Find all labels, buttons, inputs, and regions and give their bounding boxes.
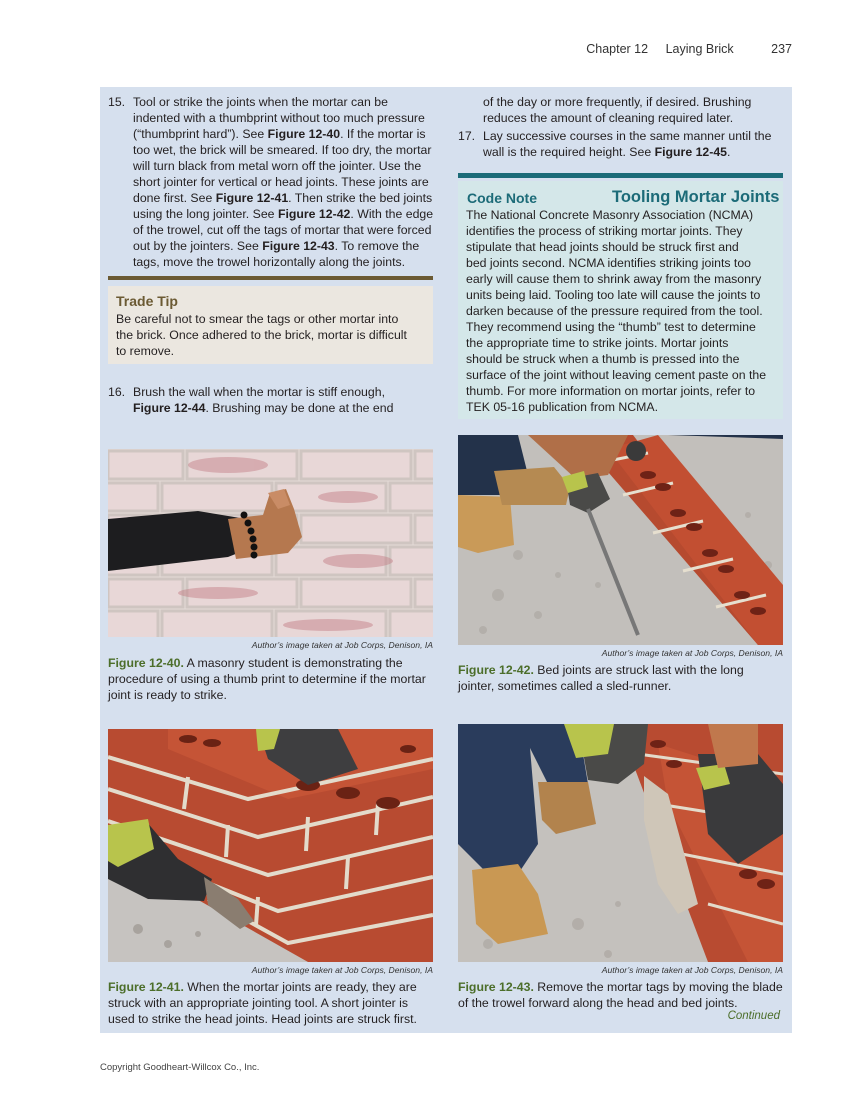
- step-16: [108, 384, 438, 418]
- trade-tip-text: [116, 311, 431, 359]
- text-line: [133, 238, 438, 254]
- text-line: TEK 05-16 publication from NCMA.: [466, 400, 659, 414]
- text-span: using the long jointer. See: [133, 207, 278, 221]
- figure-12-41-caption: [108, 979, 443, 1027]
- figure-12-42-photo: [458, 435, 783, 645]
- text-line: of the trowel, cut off the tags of mortar that were forced: [133, 223, 432, 237]
- text-line: struck with an appropriate jointing tool. A short jointer is: [108, 996, 409, 1010]
- code-note-text: [466, 207, 781, 415]
- text-line: [483, 144, 788, 160]
- trowel-removing-tags-illustration: [458, 724, 783, 962]
- text-line: the appropriate time to strike joints. Mortar joints: [466, 336, 729, 350]
- text-line: tags, move the trowel horizontally along the joints.: [133, 255, 406, 269]
- code-note-title: Tooling Mortar Joints: [612, 188, 780, 206]
- text-span: A masonry student is demonstrating the: [186, 656, 403, 670]
- figure-credit: Author’s image taken at Job Corps, Denison, IA: [251, 965, 433, 975]
- text-span: . Brushing may be done at the end: [205, 401, 394, 415]
- step-15: [108, 94, 438, 270]
- figure-12-43-photo: [458, 724, 783, 962]
- step-body: [133, 94, 438, 270]
- figure-ref: Figure 12-44: [133, 401, 206, 415]
- figure-credit: Author’s image taken at Job Corps, Denison, IA: [601, 965, 783, 975]
- trade-tip-title: Trade Tip: [116, 293, 178, 309]
- brick-wall-thumbprint-illustration: [108, 449, 433, 637]
- text-line: of the day or more frequently, if desired. Brushing: [483, 95, 752, 109]
- text-span: out by the jointers. See: [133, 239, 263, 253]
- text-line: They recommend using the “thumb” test to determine: [466, 320, 756, 334]
- figure-ref: Figure 12-40: [267, 127, 341, 141]
- code-note-rule: [458, 173, 783, 178]
- text-line: will turn black from metal worn off the jointer. Use the: [133, 159, 422, 173]
- text-span: . To remove the: [334, 239, 420, 253]
- code-note-label: Code Note: [467, 190, 537, 206]
- trade-tip-rule: [108, 276, 433, 280]
- text-span: Remove the mortar tags by moving the blade: [537, 980, 783, 994]
- text-line: [133, 190, 438, 206]
- text-line: jointer, sometimes called a sled-runner.: [458, 679, 672, 693]
- figure-ref: Figure 12-41: [215, 191, 289, 205]
- text-span: (“thumbprint hard”). See: [133, 127, 268, 141]
- text-line: surface of the joint without leaving cement paste on the: [466, 368, 767, 382]
- text-line: [108, 655, 443, 671]
- step-number: 16.: [108, 385, 126, 399]
- text-line: indented with a thumbprint without too much pressure: [133, 111, 425, 125]
- text-line: early will cause them to shrink away from the masonry: [466, 272, 762, 286]
- text-span: Bed joints are struck last with the long: [537, 663, 744, 677]
- step-body: [133, 384, 438, 416]
- text-line: [133, 206, 438, 222]
- text-line: used to strike the head joints. Head joints are struck first.: [108, 1012, 417, 1026]
- page-number: 237: [771, 42, 792, 56]
- text-line: of the trowel forward along the head and bed joints.: [458, 996, 738, 1010]
- text-line: bed joints second. NCMA identifies striking joints too: [466, 256, 752, 270]
- text-line: Lay successive courses in the same manner until the: [483, 129, 772, 143]
- copyright-notice: Copyright Goodheart-Willcox Co., Inc.: [100, 1062, 260, 1073]
- text-span: . With the edge: [350, 207, 434, 221]
- figure-ref: Figure 12-43: [262, 239, 335, 253]
- text-line: identifies the process of striking mortar joints. They: [466, 224, 743, 238]
- text-line: [458, 662, 788, 678]
- text-line: procedure of using a thumb print to determine if the mortar: [108, 672, 426, 686]
- text-line: should be struck when a thumb is pressed into the: [466, 352, 740, 366]
- figure-ref: Figure 12-42: [277, 207, 351, 221]
- text-line: Be careful not to smear the tags or other mortar into: [116, 312, 399, 326]
- code-note-box: [458, 181, 783, 419]
- figure-12-40-caption: [108, 655, 443, 703]
- figure-12-42-caption: [458, 662, 788, 694]
- figure-ref: Figure 12-45: [654, 145, 728, 159]
- chapter-title: Laying Brick: [665, 42, 734, 56]
- figure-credit: Author’s image taken at Job Corps, Denison, IA: [601, 648, 783, 658]
- text-span: . If the mortar is: [340, 127, 426, 141]
- text-span: When the mortar joints are ready, they are: [187, 980, 417, 994]
- step-body: [483, 128, 788, 160]
- figure-label: Figure 12-40.: [108, 656, 184, 670]
- figure-label: Figure 12-42.: [458, 663, 534, 677]
- text-line: reduces the amount of cleaning required later.: [483, 111, 734, 125]
- text-line: [458, 979, 788, 995]
- text-line: units being laid. Tooling too late will cause the joints to: [466, 288, 761, 302]
- figure-credit: Author’s image taken at Job Corps, Denison, IA: [251, 640, 433, 650]
- trade-tip-box: [108, 286, 433, 364]
- step-16-continued: [483, 94, 783, 126]
- text-span: done first. See: [133, 191, 216, 205]
- text-line: the brick. Once adhered to the brick, mortar is difficult: [116, 328, 407, 342]
- text-line: short jointer for vertical or head joints. These joints are: [133, 175, 429, 189]
- text-line: thumb. For more information on mortar joints, refer to: [466, 384, 756, 398]
- text-line: Brush the wall when the mortar is stiff enough,: [133, 385, 385, 399]
- step-17: [458, 128, 788, 162]
- chapter-number: Chapter 12: [586, 42, 649, 56]
- text-line: Tool or strike the joints when the mortar can be: [133, 95, 388, 109]
- step-number: 15.: [108, 95, 126, 109]
- figure-12-40-photo: [108, 449, 433, 637]
- text-line: The National Concrete Masonry Association (NCMA): [466, 208, 754, 222]
- figure-12-43-caption: [458, 979, 788, 1011]
- text-span: wall is the required height. See: [483, 145, 655, 159]
- running-header: [586, 42, 792, 56]
- text-line: darken because of the pressure required from the tool.: [466, 304, 763, 318]
- text-line: stipulate that head joints should be struck first and: [466, 240, 739, 254]
- text-line: to remove.: [116, 344, 175, 358]
- text-line: [133, 126, 438, 142]
- figure-label: Figure 12-43.: [458, 980, 534, 994]
- text-line: too wet, the brick will be smeared. If too dry, the mortar: [133, 143, 432, 157]
- figure-label: Figure 12-41.: [108, 980, 184, 994]
- text-span: .: [727, 145, 731, 159]
- text-line: [108, 979, 443, 995]
- head-joint-striking-illustration: [108, 729, 433, 962]
- bed-joint-striking-illustration: [458, 435, 783, 645]
- step-number: 17.: [458, 129, 476, 143]
- continued-label: Continued: [727, 1010, 780, 1022]
- text-span: . Then strike the bed joints: [288, 191, 433, 205]
- text-line: joint is ready to strike.: [108, 688, 227, 702]
- figure-12-41-photo: [108, 729, 433, 962]
- text-line: [133, 400, 438, 416]
